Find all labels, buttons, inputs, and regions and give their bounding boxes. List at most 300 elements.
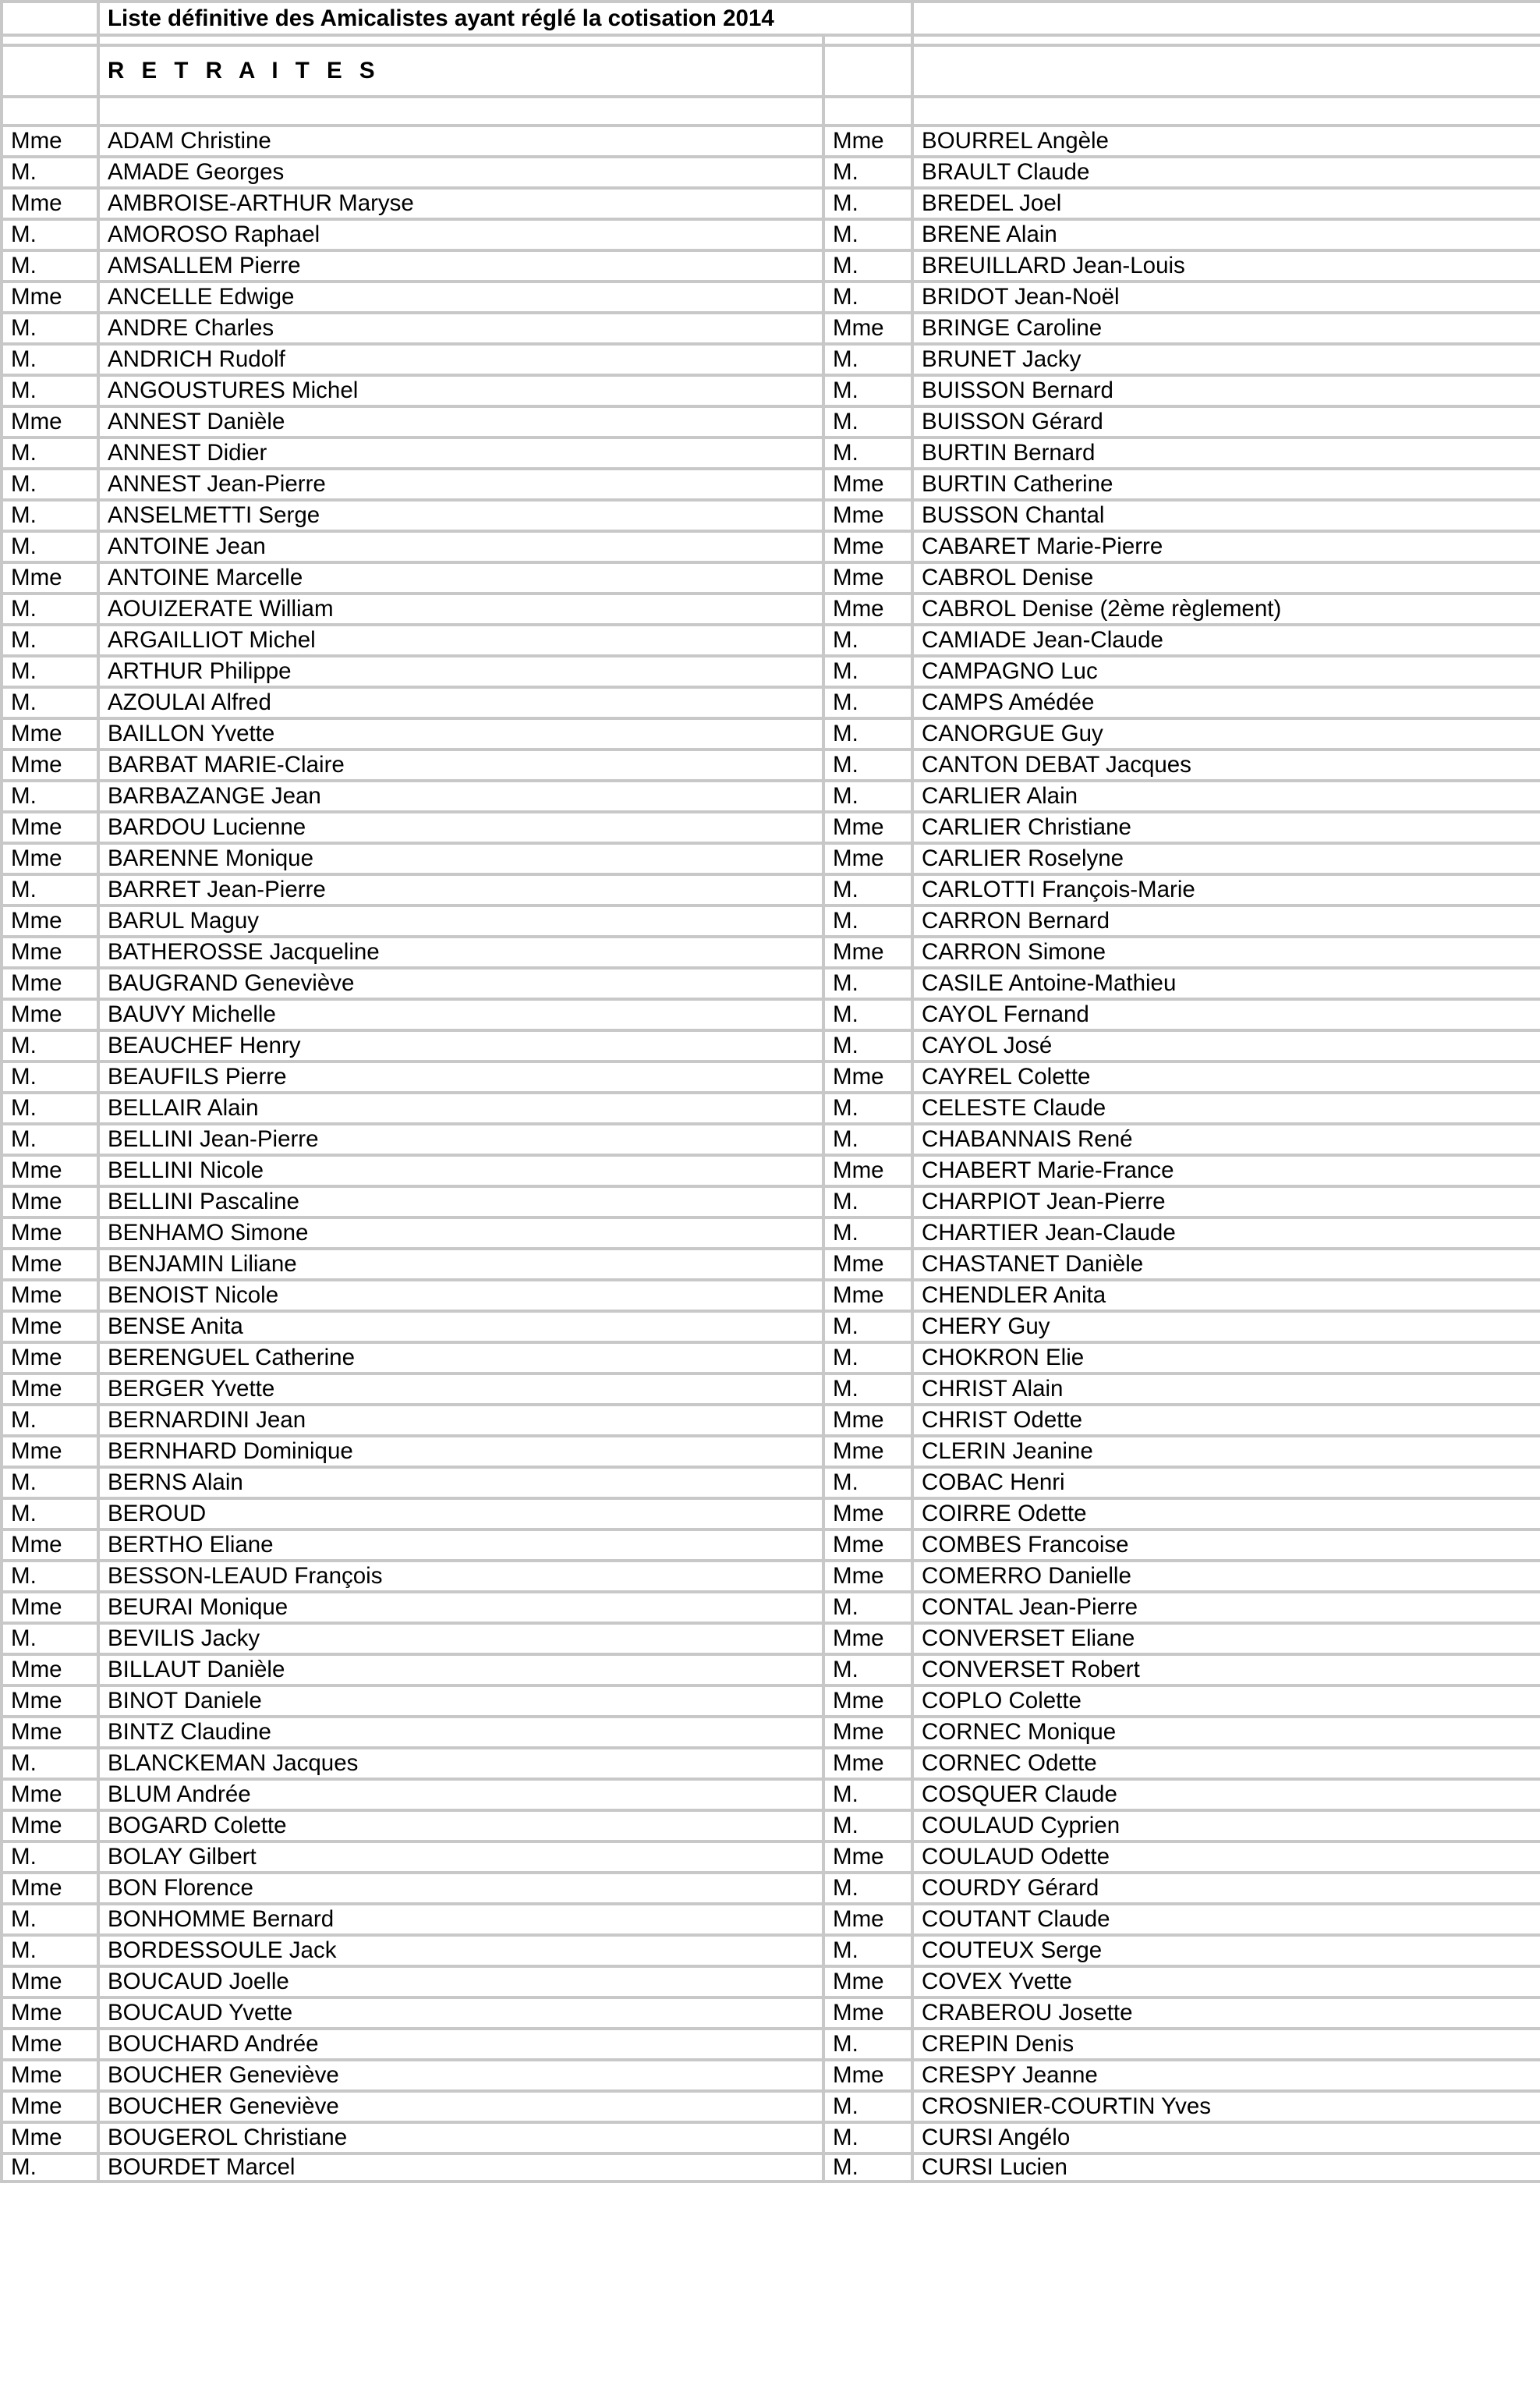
left-name-cell: AMBROISE-ARTHUR Maryse [98, 188, 823, 219]
left-civility-cell: Mme [2, 1685, 98, 1717]
left-name-cell: ANNEST Danièle [98, 406, 823, 438]
left-name-cell: BAILLON Yvette [98, 718, 823, 750]
right-civility-cell: Mme [823, 1904, 912, 1935]
table-row [2, 594, 1540, 625]
right-civility-cell: M. [823, 344, 912, 375]
table-row [2, 1155, 1540, 1186]
right-name-cell: CREPIN Denis [912, 2029, 1540, 2060]
table-row [2, 1654, 1540, 1685]
left-civility-cell: M. [2, 344, 98, 375]
right-civility-cell: Mme [823, 1280, 912, 1311]
section-row [2, 45, 1540, 97]
left-civility-cell: Mme [2, 1155, 98, 1186]
table-row [2, 1280, 1540, 1311]
left-civility-cell: Mme [2, 1810, 98, 1841]
table-row [2, 1904, 1540, 1935]
table-row [2, 1249, 1540, 1280]
table-row [2, 874, 1540, 906]
table-row [2, 531, 1540, 562]
left-name-cell: BORDESSOULE Jack [98, 1935, 823, 1966]
left-civility-cell: M. [2, 1467, 98, 1498]
right-name-cell: CAYOL Fernand [912, 999, 1540, 1030]
right-name-cell: CHRIST Alain [912, 1373, 1540, 1405]
table-row [2, 375, 1540, 406]
right-civility-cell: Mme [823, 1405, 912, 1436]
left-civility-cell: M. [2, 438, 98, 469]
table-row [2, 250, 1540, 282]
table-row [2, 1124, 1540, 1155]
table-row [2, 188, 1540, 219]
left-name-cell: AMOROSO Raphael [98, 219, 823, 250]
left-civility-cell: M. [2, 874, 98, 906]
table-row [2, 562, 1540, 594]
right-name-cell: CELESTE Claude [912, 1093, 1540, 1124]
table-row [2, 469, 1540, 500]
right-civility-cell: Mme [823, 531, 912, 562]
table-row [2, 750, 1540, 781]
right-name-cell: BOURREL Angèle [912, 126, 1540, 157]
right-name-cell: CAYREL Colette [912, 1062, 1540, 1093]
right-name-cell: COULAUD Cyprien [912, 1810, 1540, 1841]
left-name-cell: BLANCKEMAN Jacques [98, 1748, 823, 1779]
table-row [2, 1093, 1540, 1124]
table-row [2, 344, 1540, 375]
left-civility-cell: Mme [2, 188, 98, 219]
table-row [2, 1062, 1540, 1093]
right-civility-cell: Mme [823, 594, 912, 625]
cell [2, 45, 98, 97]
left-civility-cell: Mme [2, 1280, 98, 1311]
right-name-cell: CHASTANET Danièle [912, 1249, 1540, 1280]
left-civility-cell: Mme [2, 406, 98, 438]
right-civility-cell: M. [823, 1592, 912, 1623]
right-civility-cell: M. [823, 718, 912, 750]
right-civility-cell: M. [823, 157, 912, 188]
left-civility-cell: Mme [2, 1373, 98, 1405]
left-name-cell: BEROUD [98, 1498, 823, 1529]
table-row [2, 1810, 1540, 1841]
left-name-cell: BERNHARD Dominique [98, 1436, 823, 1467]
right-civility-cell: M. [823, 188, 912, 219]
right-civility-cell: Mme [823, 562, 912, 594]
left-name-cell: BOUCAUD Joelle [98, 1966, 823, 1997]
title-row [2, 2, 1540, 35]
right-name-cell: CONVERSET Eliane [912, 1623, 1540, 1654]
right-civility-cell: Mme [823, 1249, 912, 1280]
left-name-cell: BEAUFILS Pierre [98, 1062, 823, 1093]
right-name-cell: COMBES Francoise [912, 1529, 1540, 1561]
left-civility-cell: Mme [2, 1311, 98, 1342]
left-name-cell: BOUCHARD Andrée [98, 2029, 823, 2060]
left-civility-cell: Mme [2, 1217, 98, 1249]
left-civility-cell: Mme [2, 968, 98, 999]
left-civility-cell: M. [2, 157, 98, 188]
table-row [2, 500, 1540, 531]
right-name-cell: CANTON DEBAT Jacques [912, 750, 1540, 781]
left-civility-cell: Mme [2, 562, 98, 594]
cell [98, 97, 823, 126]
right-name-cell: COPLO Colette [912, 1685, 1540, 1717]
table-row [2, 1841, 1540, 1873]
left-civility-cell: M. [2, 219, 98, 250]
left-civility-cell: M. [2, 687, 98, 718]
right-civility-cell: Mme [823, 1155, 912, 1186]
right-name-cell: CROSNIER-COURTIN Yves [912, 2091, 1540, 2122]
cell [912, 35, 1540, 45]
right-name-cell: CARRON Simone [912, 937, 1540, 968]
left-civility-cell: Mme [2, 126, 98, 157]
right-civility-cell: Mme [823, 843, 912, 874]
right-civility-cell: Mme [823, 937, 912, 968]
left-civility-cell: Mme [2, 843, 98, 874]
left-name-cell: BOLAY Gilbert [98, 1841, 823, 1873]
left-civility-cell: Mme [2, 1249, 98, 1280]
right-name-cell: BUSSON Chantal [912, 500, 1540, 531]
table-row [2, 1311, 1540, 1342]
table-row [2, 999, 1540, 1030]
left-civility-cell: Mme [2, 1779, 98, 1810]
cell [823, 45, 912, 97]
left-name-cell: BELLINI Jean-Pierre [98, 1124, 823, 1155]
left-name-cell: ARGAILLIOT Michel [98, 625, 823, 656]
left-name-cell: BARBAZANGE Jean [98, 781, 823, 812]
table-row [2, 1373, 1540, 1405]
left-name-cell: BERNARDINI Jean [98, 1405, 823, 1436]
right-civility-cell: M. [823, 2153, 912, 2182]
right-civility-cell: M. [823, 2122, 912, 2153]
table-row [2, 1717, 1540, 1748]
right-civility-cell: M. [823, 1311, 912, 1342]
left-civility-cell: Mme [2, 1654, 98, 1685]
right-name-cell: CHABANNAIS René [912, 1124, 1540, 1155]
table-row [2, 1405, 1540, 1436]
right-civility-cell: M. [823, 1467, 912, 1498]
right-civility-cell: M. [823, 1873, 912, 1904]
left-name-cell: BILLAUT Danièle [98, 1654, 823, 1685]
right-civility-cell: M. [823, 1030, 912, 1062]
left-name-cell: AOUIZERATE William [98, 594, 823, 625]
table-row [2, 843, 1540, 874]
cell [98, 35, 823, 45]
right-civility-cell: M. [823, 282, 912, 313]
cell [912, 45, 1540, 97]
right-name-cell: CHARPIOT Jean-Pierre [912, 1186, 1540, 1217]
right-civility-cell: M. [823, 438, 912, 469]
left-civility-cell: M. [2, 469, 98, 500]
right-civility-cell: Mme [823, 1966, 912, 1997]
right-civility-cell: M. [823, 375, 912, 406]
left-name-cell: BOUCAUD Yvette [98, 1997, 823, 2029]
left-civility-cell: M. [2, 500, 98, 531]
left-name-cell: BERENGUEL Catherine [98, 1342, 823, 1373]
left-name-cell: BARUL Maguy [98, 906, 823, 937]
right-name-cell: BRUNET Jacky [912, 344, 1540, 375]
left-name-cell: BELLAIR Alain [98, 1093, 823, 1124]
table-row [2, 1467, 1540, 1498]
table-row [2, 968, 1540, 999]
left-name-cell: BENOIST Nicole [98, 1280, 823, 1311]
left-civility-cell: Mme [2, 1997, 98, 2029]
right-name-cell: CHENDLER Anita [912, 1280, 1540, 1311]
left-civility-cell: Mme [2, 1436, 98, 1467]
left-name-cell: BONHOMME Bernard [98, 1904, 823, 1935]
right-civility-cell: Mme [823, 1436, 912, 1467]
left-name-cell: BARENNE Monique [98, 843, 823, 874]
right-name-cell: BUISSON Bernard [912, 375, 1540, 406]
table-row [2, 219, 1540, 250]
left-name-cell: BEAUCHEF Henry [98, 1030, 823, 1062]
table-body [2, 2, 1540, 2182]
left-name-cell: BOUGEROL Christiane [98, 2122, 823, 2153]
table-row [2, 2091, 1540, 2122]
right-civility-cell: M. [823, 750, 912, 781]
left-civility-cell: Mme [2, 1529, 98, 1561]
right-civility-cell: M. [823, 874, 912, 906]
right-civility-cell: Mme [823, 1841, 912, 1873]
table-row [2, 1529, 1540, 1561]
left-name-cell: ANDRE Charles [98, 313, 823, 344]
left-civility-cell: M. [2, 1623, 98, 1654]
cell [2, 2, 98, 35]
left-name-cell: ANDRICH Rudolf [98, 344, 823, 375]
right-name-cell: CABARET Marie-Pierre [912, 531, 1540, 562]
left-name-cell: BEVILIS Jacky [98, 1623, 823, 1654]
right-civility-cell: M. [823, 1124, 912, 1155]
right-civility-cell: M. [823, 968, 912, 999]
right-name-cell: CAMIADE Jean-Claude [912, 625, 1540, 656]
right-civility-cell: M. [823, 781, 912, 812]
right-name-cell: CABROL Denise (2ème règlement) [912, 594, 1540, 625]
right-name-cell: CARLIER Christiane [912, 812, 1540, 843]
section-heading: R E T R A I T E S [98, 45, 823, 97]
right-name-cell: CAMPS Amédée [912, 687, 1540, 718]
right-name-cell: BREDEL Joel [912, 188, 1540, 219]
right-civility-cell: M. [823, 2091, 912, 2122]
cell [823, 35, 912, 45]
left-civility-cell: M. [2, 2153, 98, 2182]
left-civility-cell: Mme [2, 1873, 98, 1904]
cell [912, 2, 1540, 35]
left-civility-cell: M. [2, 625, 98, 656]
right-name-cell: COBAC Henri [912, 1467, 1540, 1498]
left-civility-cell: Mme [2, 750, 98, 781]
right-civility-cell: Mme [823, 1561, 912, 1592]
table-row [2, 1935, 1540, 1966]
right-civility-cell: Mme [823, 1717, 912, 1748]
table-row [2, 1685, 1540, 1717]
left-name-cell: BOURDET Marcel [98, 2153, 823, 2182]
left-name-cell: BENJAMIN Liliane [98, 1249, 823, 1280]
left-civility-cell: M. [2, 594, 98, 625]
table-row [2, 625, 1540, 656]
left-civility-cell: M. [2, 656, 98, 687]
right-civility-cell: M. [823, 656, 912, 687]
table-row [2, 1623, 1540, 1654]
right-name-cell: BURTIN Catherine [912, 469, 1540, 500]
cell [2, 97, 98, 126]
right-civility-cell: M. [823, 1342, 912, 1373]
right-civility-cell: M. [823, 2029, 912, 2060]
right-name-cell: CLERIN Jeanine [912, 1436, 1540, 1467]
table-row [2, 812, 1540, 843]
table-row [2, 1342, 1540, 1373]
table-row [2, 1592, 1540, 1623]
right-name-cell: CAMPAGNO Luc [912, 656, 1540, 687]
table-row [2, 656, 1540, 687]
left-civility-cell: Mme [2, 718, 98, 750]
left-name-cell: BARDOU Lucienne [98, 812, 823, 843]
left-civility-cell: Mme [2, 1717, 98, 1748]
table-row [2, 1030, 1540, 1062]
right-civility-cell: Mme [823, 469, 912, 500]
right-civility-cell: M. [823, 1186, 912, 1217]
right-civility-cell: Mme [823, 1623, 912, 1654]
right-name-cell: CHABERT Marie-France [912, 1155, 1540, 1186]
table-row [2, 718, 1540, 750]
left-name-cell: BERGER Yvette [98, 1373, 823, 1405]
right-name-cell: CABROL Denise [912, 562, 1540, 594]
cell [2, 35, 98, 45]
left-civility-cell: Mme [2, 2060, 98, 2091]
right-name-cell: COMERRO Danielle [912, 1561, 1540, 1592]
left-civility-cell: Mme [2, 2029, 98, 2060]
left-civility-cell: Mme [2, 1966, 98, 1997]
right-civility-cell: M. [823, 1654, 912, 1685]
right-name-cell: COUTANT Claude [912, 1904, 1540, 1935]
table-row [2, 157, 1540, 188]
right-name-cell: CORNEC Monique [912, 1717, 1540, 1748]
left-name-cell: BINTZ Claudine [98, 1717, 823, 1748]
left-civility-cell: Mme [2, 1186, 98, 1217]
left-name-cell: BELLINI Pascaline [98, 1186, 823, 1217]
right-name-cell: CONVERSET Robert [912, 1654, 1540, 1685]
left-name-cell: AZOULAI Alfred [98, 687, 823, 718]
right-name-cell: CAYOL José [912, 1030, 1540, 1062]
left-civility-cell: Mme [2, 812, 98, 843]
left-name-cell: BERTHO Eliane [98, 1529, 823, 1561]
table-row [2, 126, 1540, 157]
right-civility-cell: M. [823, 1779, 912, 1810]
right-name-cell: COVEX Yvette [912, 1966, 1540, 1997]
left-name-cell: BATHEROSSE Jacqueline [98, 937, 823, 968]
left-civility-cell: Mme [2, 1592, 98, 1623]
left-name-cell: ANNEST Jean-Pierre [98, 469, 823, 500]
left-name-cell: BESSON-LEAUD François [98, 1561, 823, 1592]
right-civility-cell: Mme [823, 2060, 912, 2091]
cell [912, 97, 1540, 126]
right-name-cell: CONTAL Jean-Pierre [912, 1592, 1540, 1623]
left-name-cell: ANGOUSTURES Michel [98, 375, 823, 406]
right-civility-cell: M. [823, 250, 912, 282]
left-civility-cell: Mme [2, 2091, 98, 2122]
left-civility-cell: M. [2, 1498, 98, 1529]
table-row [2, 438, 1540, 469]
table-row [2, 282, 1540, 313]
right-name-cell: COSQUER Claude [912, 1779, 1540, 1810]
left-civility-cell: M. [2, 1405, 98, 1436]
table-row [2, 1779, 1540, 1810]
right-civility-cell: M. [823, 1217, 912, 1249]
right-civility-cell: M. [823, 406, 912, 438]
right-name-cell: CARLIER Roselyne [912, 843, 1540, 874]
left-civility-cell: Mme [2, 2122, 98, 2153]
left-name-cell: ANNEST Didier [98, 438, 823, 469]
table-row [2, 1966, 1540, 1997]
left-civility-cell: M. [2, 1561, 98, 1592]
left-name-cell: BON Florence [98, 1873, 823, 1904]
right-civility-cell: Mme [823, 500, 912, 531]
right-civility-cell: Mme [823, 812, 912, 843]
right-name-cell: CANORGUE Guy [912, 718, 1540, 750]
left-name-cell: BOGARD Colette [98, 1810, 823, 1841]
right-name-cell: BREUILLARD Jean-Louis [912, 250, 1540, 282]
left-civility-cell: M. [2, 1093, 98, 1124]
left-name-cell: ANTOINE Marcelle [98, 562, 823, 594]
table-row [2, 1748, 1540, 1779]
right-name-cell: COURDY Gérard [912, 1873, 1540, 1904]
right-civility-cell: M. [823, 1935, 912, 1966]
table-row [2, 313, 1540, 344]
table-row [2, 2029, 1540, 2060]
right-name-cell: BRIDOT Jean-Noël [912, 282, 1540, 313]
right-name-cell: COULAUD Odette [912, 1841, 1540, 1873]
right-name-cell: BUISSON Gérard [912, 406, 1540, 438]
left-name-cell: BENSE Anita [98, 1311, 823, 1342]
right-civility-cell: Mme [823, 1748, 912, 1779]
right-name-cell: CURSI Lucien [912, 2153, 1540, 2182]
left-civility-cell: Mme [2, 937, 98, 968]
left-name-cell: ANCELLE Edwige [98, 282, 823, 313]
right-civility-cell: M. [823, 687, 912, 718]
right-civility-cell: M. [823, 999, 912, 1030]
table-row [2, 1997, 1540, 2029]
left-name-cell: BAUGRAND Geneviève [98, 968, 823, 999]
table-row [2, 687, 1540, 718]
left-name-cell: ANSELMETTI Serge [98, 500, 823, 531]
table-row [2, 2060, 1540, 2091]
left-civility-cell: Mme [2, 282, 98, 313]
right-name-cell: COUTEUX Serge [912, 1935, 1540, 1966]
left-civility-cell: M. [2, 250, 98, 282]
right-civility-cell: Mme [823, 1529, 912, 1561]
right-name-cell: COIRRE Odette [912, 1498, 1540, 1529]
right-name-cell: BRINGE Caroline [912, 313, 1540, 344]
table-row [2, 1561, 1540, 1592]
left-name-cell: AMADE Georges [98, 157, 823, 188]
left-civility-cell: M. [2, 375, 98, 406]
table-row [2, 1217, 1540, 1249]
right-civility-cell: Mme [823, 313, 912, 344]
right-civility-cell: Mme [823, 1498, 912, 1529]
right-civility-cell: M. [823, 1093, 912, 1124]
table-row [2, 2122, 1540, 2153]
right-name-cell: CORNEC Odette [912, 1748, 1540, 1779]
table-row [2, 1436, 1540, 1467]
right-civility-cell: M. [823, 906, 912, 937]
right-name-cell: CARLOTTI François-Marie [912, 874, 1540, 906]
right-name-cell: BRENE Alain [912, 219, 1540, 250]
blank-row [2, 97, 1540, 126]
left-name-cell: AMSALLEM Pierre [98, 250, 823, 282]
left-name-cell: BOUCHER Geneviève [98, 2091, 823, 2122]
table-row [2, 2153, 1540, 2182]
right-name-cell: CASILE Antoine-Mathieu [912, 968, 1540, 999]
document-title: Liste définitive des Amicalistes ayant réglé la cotisation 2014 [98, 2, 912, 35]
left-civility-cell: M. [2, 1841, 98, 1873]
left-name-cell: ANTOINE Jean [98, 531, 823, 562]
right-civility-cell: M. [823, 625, 912, 656]
left-name-cell: BOUCHER Geneviève [98, 2060, 823, 2091]
